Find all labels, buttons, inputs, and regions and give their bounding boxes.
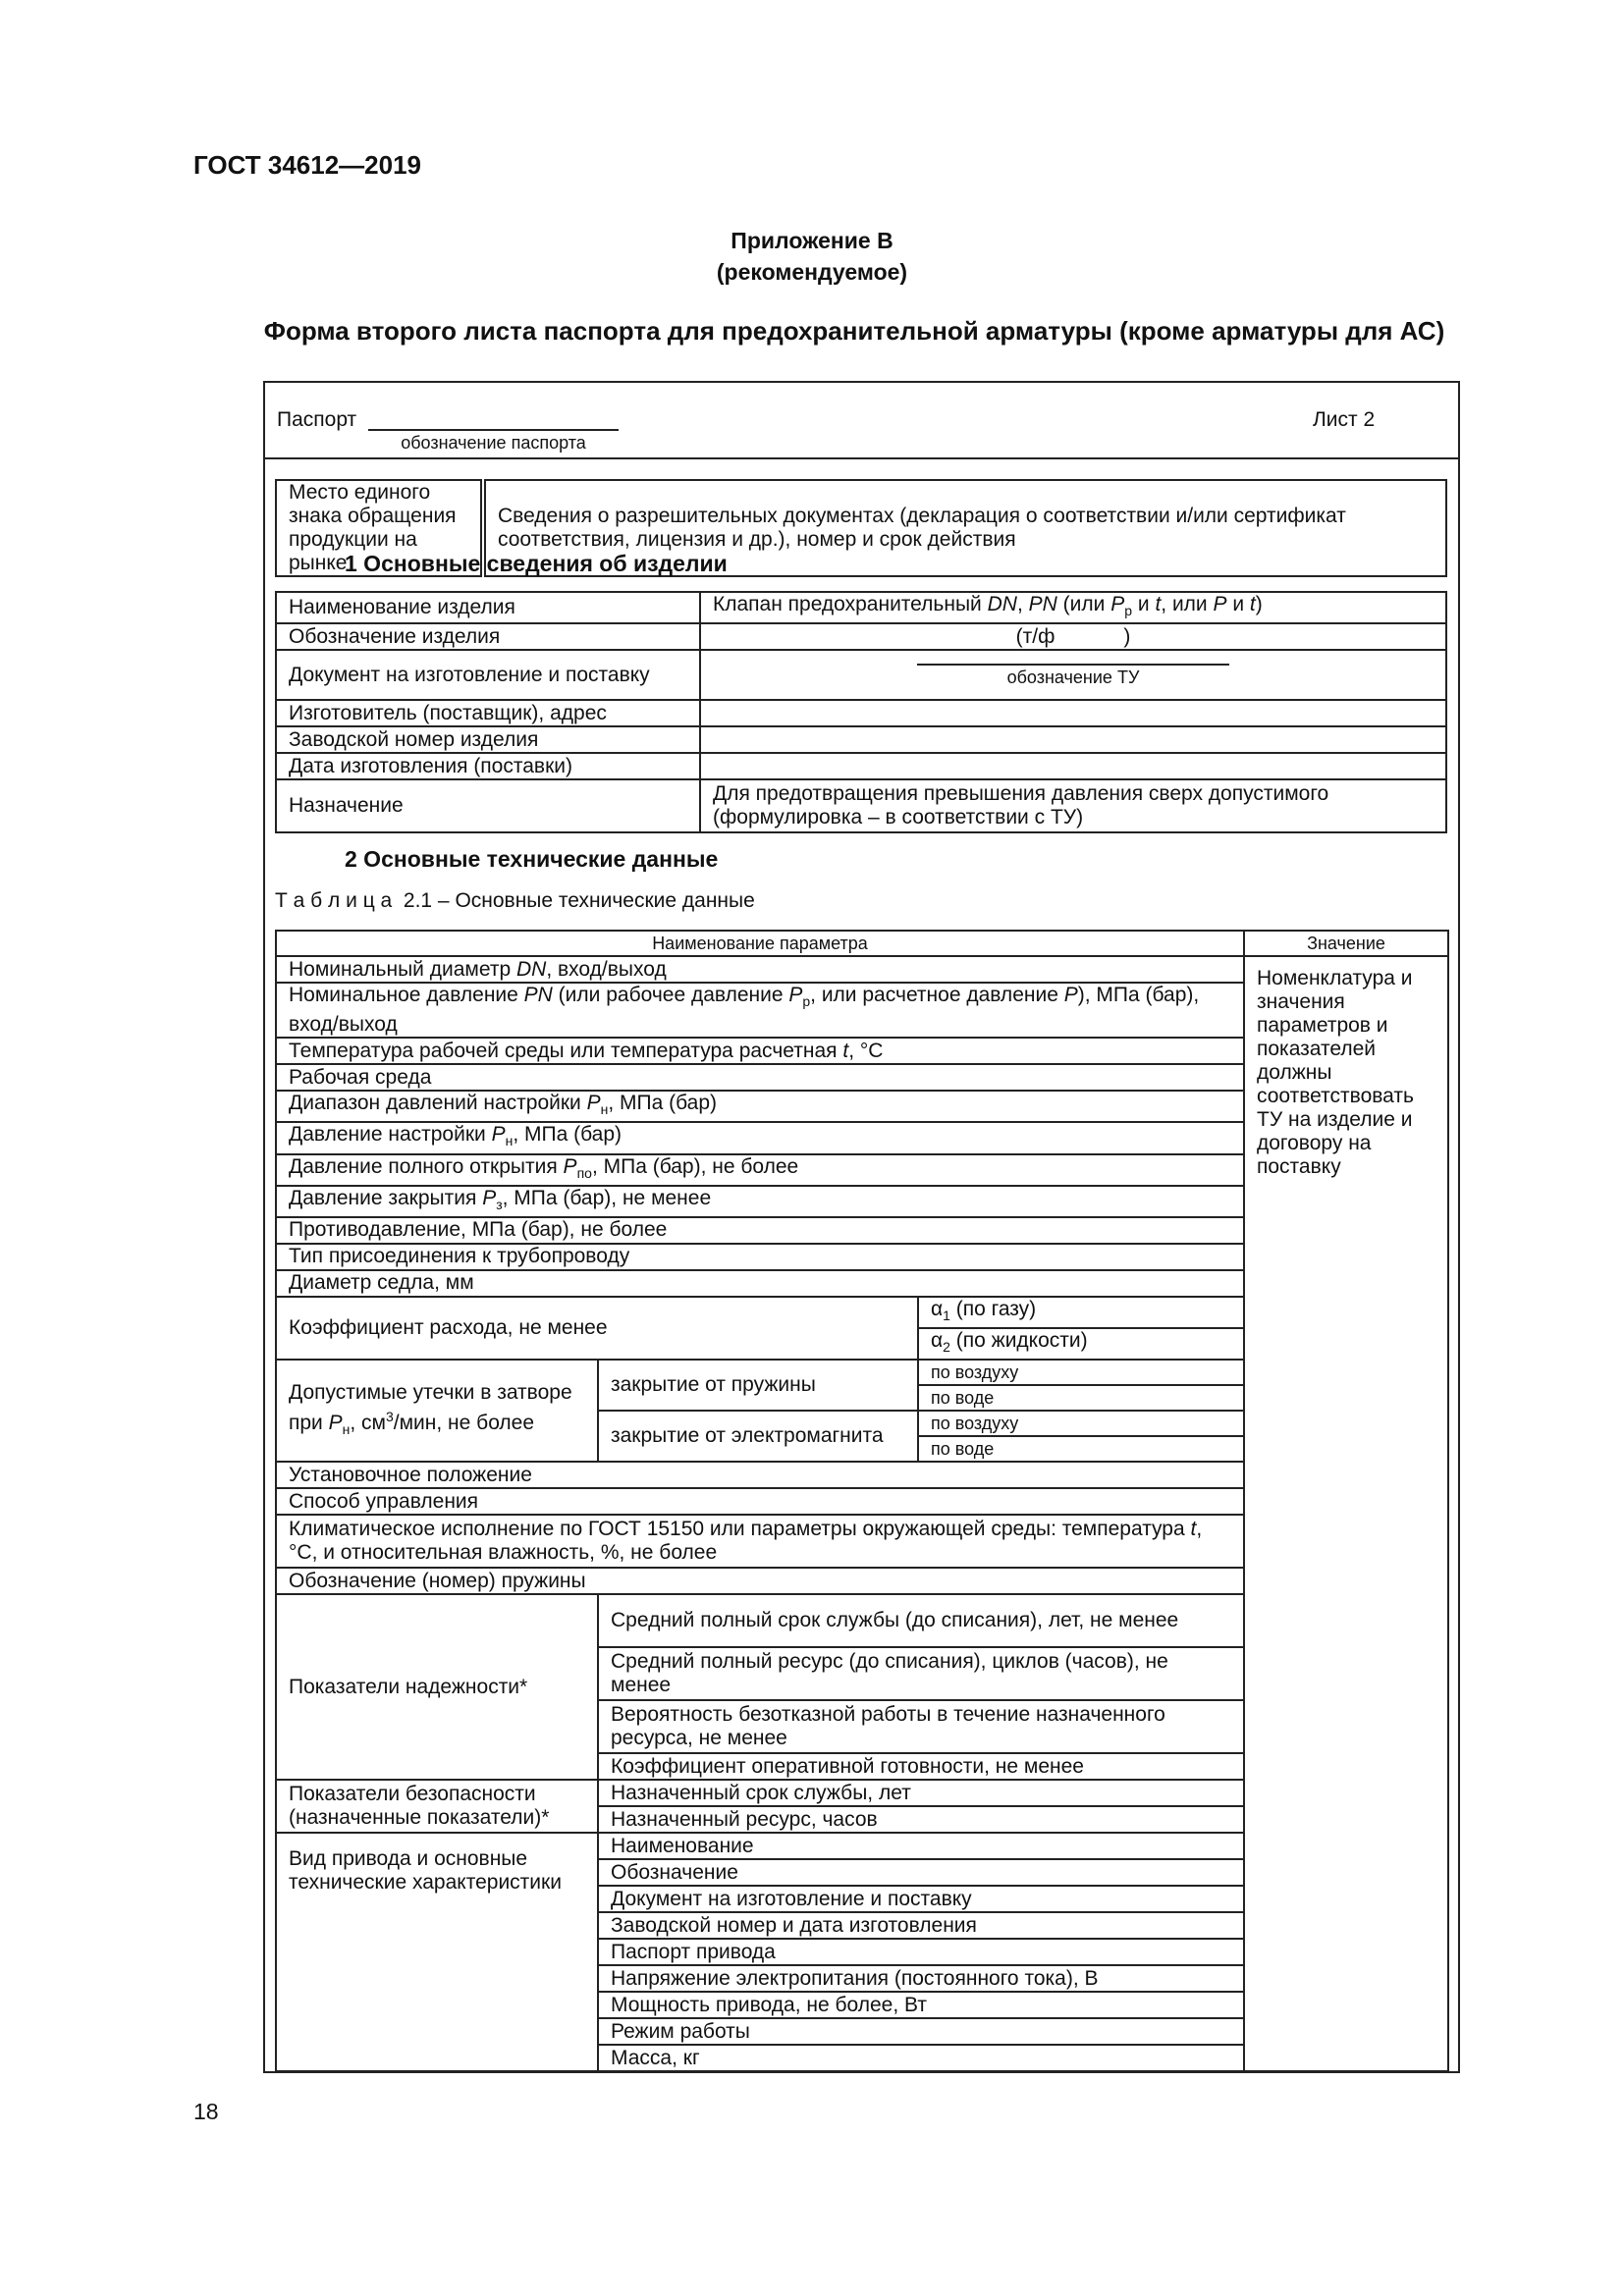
passport-label: Паспорт xyxy=(277,408,357,431)
leak-spring-air: по воздуху xyxy=(918,1360,1244,1385)
drive-label: Вид привода и основные технические характеристики xyxy=(276,1833,598,2071)
drive-item: Заводской номер и дата изготовления xyxy=(598,1912,1244,1939)
drive-item: Паспорт привода xyxy=(598,1939,1244,1965)
safety-label: Показатели безопасности (назначенные показатели)* xyxy=(276,1780,598,1833)
s1-value-5 xyxy=(700,753,1446,779)
col-header-param: Наименование параметра xyxy=(276,931,1244,956)
param-row: Температура рабочей среды или температура расчетная t, °C xyxy=(276,1038,1244,1064)
drive-item: Напряжение электропитания (постоянного тока), В xyxy=(598,1965,1244,1992)
leak-spring: закрытие от пружины xyxy=(598,1360,918,1411)
flow-liquid: $\alpha_2$ (по жидкости) xyxy=(918,1328,1244,1360)
appendix-title: Приложение В xyxy=(731,228,893,253)
value-note: Номенклатура и значения параметров и показателей должны соответствовать ТУ на изделие и договору на поставку xyxy=(1244,956,1448,2071)
leak-label: Допустимые утечки в затворе при $P_н$, $см^3$/мин, не более xyxy=(276,1360,598,1462)
leak-electro-water: по воде xyxy=(918,1436,1244,1462)
section1-title: 1 Основные сведения об изделии xyxy=(345,551,728,576)
s1-label-1: Обозначение изделия xyxy=(276,623,700,650)
section2-table xyxy=(275,930,1449,2072)
leak-electro-air: по воздуху xyxy=(918,1411,1244,1436)
param-row: Тип присоединения к трубопроводу xyxy=(276,1244,1244,1270)
s1-value-tu xyxy=(700,650,1446,700)
leak-electro: закрытие от электромагнита xyxy=(598,1411,918,1462)
drive-item: Документ на изготовление и поставку xyxy=(598,1886,1244,1912)
s1-label-2: Документ на изготовление и поставку xyxy=(276,650,700,700)
sheet-number: Лист 2 xyxy=(1313,408,1376,431)
s1-value-name: Клапан предохранительный DN, PN (или $P_р$ и t, или P и t) xyxy=(700,592,1446,623)
table-caption: Т а б л и ц а 2.1 – Основные технические данные xyxy=(275,889,755,912)
s1-label-4: Заводской номер изделия xyxy=(276,726,700,753)
mark-box-left: Место единого знака обращения продукции на рынке xyxy=(276,480,483,576)
reliability-item: Средний полный ресурс (до списания), циклов (часов), не менее xyxy=(598,1647,1244,1700)
reliability-item: Средний полный срок службы (до списания), лет, не менее xyxy=(598,1594,1244,1647)
s1-value-4 xyxy=(700,726,1446,753)
reliability-label: Показатели надежности* xyxy=(276,1594,598,1780)
section2-title: 2 Основные технические данные xyxy=(345,846,719,872)
leak-spring-water: по воде xyxy=(918,1385,1244,1411)
param-row: Диапазон давлений настройки $P_н$, МПа (бар) xyxy=(276,1091,1244,1122)
passport-underline xyxy=(368,429,619,431)
param-row: Климатическое исполнение по ГОСТ 15150 или параметры окружающей среды: температура t, °C, и относительная влажность, %, не более xyxy=(276,1515,1244,1568)
param-row: Номинальный диаметр DN, вход/выход xyxy=(276,956,1244,983)
section1-table xyxy=(275,591,1447,833)
param-row: Давление настройки $P_н$, МПа (бар) xyxy=(276,1122,1244,1153)
drive-item: Мощность привода, не более, Вт xyxy=(598,1992,1244,2018)
safety-item: Назначенный срок службы, лет xyxy=(598,1780,1244,1806)
s1-label-3: Изготовитель (поставщик), адрес xyxy=(276,700,700,726)
param-row: Противодавление, МПа (бар), не более xyxy=(276,1217,1244,1244)
s1-tu-caption: обозначение ТУ xyxy=(1006,667,1140,687)
s1-value-3 xyxy=(700,700,1446,726)
s1-label-5: Дата изготовления (поставки) xyxy=(276,753,700,779)
param-row: Давление закрытия $P_з$, МПа (бар), не менее xyxy=(276,1186,1244,1217)
param-row: Диаметр седла, мм xyxy=(276,1270,1244,1297)
s1-label-0: Наименование изделия xyxy=(276,592,700,623)
header-divider xyxy=(263,457,1460,459)
col-header-value: Значение xyxy=(1244,931,1448,956)
drive-item: Режим работы xyxy=(598,2018,1244,2045)
form-title: Форма второго листа паспорта для предохранительной арматуры (кроме арматуры для АС) xyxy=(263,316,1445,346)
param-row: Рабочая среда xyxy=(276,1064,1244,1091)
param-row: Давление полного открытия $P_{по}$, МПа (бар), не более xyxy=(276,1154,1244,1186)
param-row: Номинальное давление PN (или рабочее давление $P_р$, или расчетное давление P), МПа (бар), вход/выход xyxy=(276,983,1244,1038)
s1-value-6: Для предотвращения превышения давления сверх допустимого (формулировка – в соответствии с ТУ) xyxy=(700,779,1446,832)
param-row: Обозначение (номер) пружины xyxy=(276,1568,1244,1594)
page-number: 18 xyxy=(193,2099,219,2124)
appendix-subtitle: (рекомендуемое) xyxy=(716,259,908,285)
reliability-item: Коэффициент оперативной готовности, не менее xyxy=(598,1753,1244,1780)
flow-label: Коэффициент расхода, не менее xyxy=(276,1297,918,1360)
s1-value-designation: (т/ф ) xyxy=(700,623,1446,650)
safety-item: Назначенный ресурс, часов xyxy=(598,1806,1244,1833)
passport-underline-caption: обозначение паспорта xyxy=(401,433,586,453)
flow-gas: $\alpha_1$ (по газу) xyxy=(918,1297,1244,1328)
drive-item: Наименование xyxy=(598,1833,1244,1859)
document-header: ГОСТ 34612—2019 xyxy=(193,150,421,180)
mark-box-right: Сведения о разрешительных документах (декларация о соответствии и/или сертификат соответствия, лицензия и др.), номер и срок действия xyxy=(483,480,1446,576)
param-row: Установочное положение xyxy=(276,1462,1244,1488)
reliability-item: Вероятность безотказной работы в течение назначенного ресурса, не менее xyxy=(598,1700,1244,1753)
drive-item: Масса, кг xyxy=(598,2045,1244,2071)
s1-label-6: Назначение xyxy=(276,779,700,832)
drive-item: Обозначение xyxy=(598,1859,1244,1886)
param-row: Способ управления xyxy=(276,1488,1244,1515)
